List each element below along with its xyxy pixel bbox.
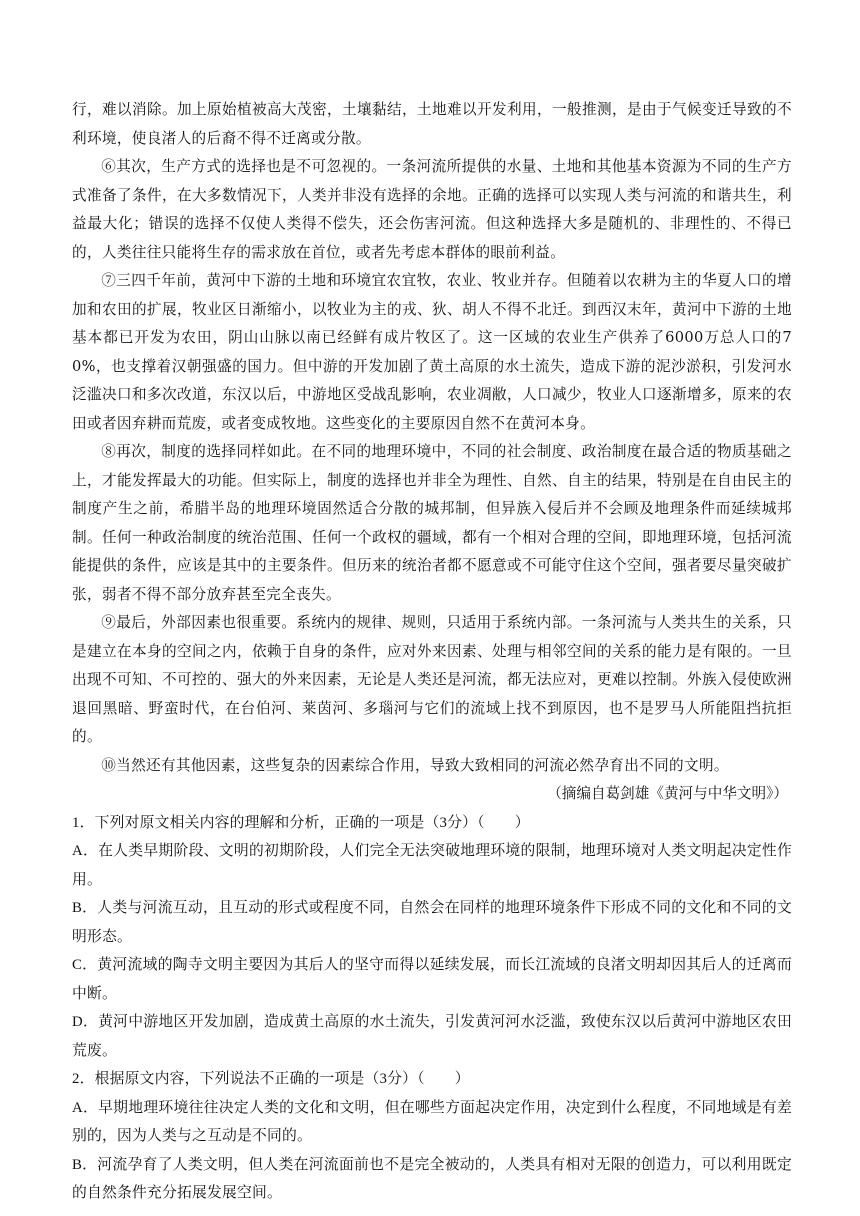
question-1-stem: 1．下列对原文相关内容的理解和分析，正确的一项是（3分）（ ） bbox=[72, 814, 530, 831]
question-1-option-a: A．在人类早期阶段、文明的初期阶段，人们完全无法突破地理环境的限制，地理环境对人类文明起决定性作用。 bbox=[72, 843, 792, 888]
document-page bbox=[72, 96, 792, 1208]
paragraph-continuation: 行，难以消除。加上原始植被高大茂密，土壤黏结，土地难以开发利用，一般推测，是由于气候变迁导致的不利环境，使良渚人的后裔不得不迁离或分散。 bbox=[72, 101, 792, 147]
paragraph-7: ⑦三四千年前，黄河中下游的土地和环境宜农宜牧，农业、牧业并存。但随着以农耕为主的华夏人口的增加和农田的扩展，牧业区日渐缩小，以牧业为主的戎、狄、胡人不得不北迁。到西汉末年，黄河中下游的土地基本都已开发为农田，阴山山脉以南已经鲜有成片牧区了。这一区域的农业生产供养了6000万总人口的70%，也支撑着汉朝强盛的国力。但中游的开发加剧了黄土高原的水土流失，造成下游的泥沙淤积，引发河水泛滥决口和多次改道，东汉以后，中游地区受战乱影响，农业凋敝，人口减少，牧业人口逐渐增多，原来的农田或者因弃耕而荒废，或者变成牧地。这些变化的主要原因自然不在黄河本身。 bbox=[72, 272, 792, 432]
question-2 bbox=[72, 1065, 792, 1208]
question-1-option-c: C．黄河流域的陶寺文明主要因为其后人的坚守而得以延续发展，而长江流域的良渚文明却因其后人的迁离而中断。 bbox=[72, 957, 792, 1002]
paragraph-9: ⑨最后，外部因素也很重要。系统内的规律、规则，只适用于系统内部。一条河流与人类共生的关系，只是建立在本身的空间之内，依赖于自身的条件，应对外来因素、处理与相邻空间的关系的能力是有限的。一旦出现不可知、不可控的、强大的外来因素，无论是人类还是河流，都无法应对，更难以控制。外族入侵使欧洲退回黑暗、野蛮时代，在台伯河、莱茵河、多瑙河与它们的流域上找不到原因，也不是罗马人所能阻挡抗拒的。 bbox=[72, 614, 792, 745]
question-1 bbox=[72, 809, 792, 1066]
question-2-stem: 2．根据原文内容，下列说法不正确的一项是（3分）（ ） bbox=[72, 1071, 470, 1087]
question-1-option-d: D．黄河中游地区开发加剧，造成黄土高原的水土流失，引发黄河河水泛滥，致使东汉以后黄河中游地区农田荒废。 bbox=[72, 1014, 792, 1059]
question-1-option-b: B．人类与河流互动，且互动的形式或程度不同，自然会在同样的地理环境条件下形成不同的文化和不同的文明形态。 bbox=[72, 900, 792, 945]
question-2-option-a: A．早期地理环境往往决定人类的文化和文明，但在哪些方面起决定作用，决定到什么程度，不同地域是有差别的，因为人类与之互动是不同的。 bbox=[72, 1099, 792, 1144]
paragraph-10: ⑩当然还有其他因素，这些复杂的因素综合作用，导致大致相同的河流必然孕育出不同的文明。 bbox=[101, 756, 729, 774]
source-citation: （摘编自葛剑雄《黄河与中华文明》） bbox=[547, 785, 788, 802]
paragraph-8: ⑧再次，制度的选择同样如此。在不同的地理环境中，不同的社会制度、政治制度在最合适的物质基础之上，才能发挥最大的功能。但实际上，制度的选择也并非全为理性、自然、自主的结果，特别是在自由民主的制度产生之前，希腊半岛的地理环境固然适合分散的城邦制，但异族入侵后并不会顾及地理条件而延续城邦制。任何一种政治制度的统治范围、任何一个政权的疆域，都有一个相对合理的空间，即地理环境，包括河流能提供的条件，应该是其中的主要条件。但历来的统治者都不愿意或不可能守住这个空间，强者要尽量突破扩张，弱者不得不部分放弃甚至完全丧失。 bbox=[72, 443, 792, 603]
paragraph-6: ⑥其次，生产方式的选择也是不可忽视的。一条河流所提供的水量、土地和其他基本资源为不同的生产方式准备了条件，在大多数情况下，人类并非没有选择的余地。正确的选择可以实现人类与河流的和谐共生，利益最大化；错误的选择不仅使人类得不偿失，还会伤害河流。但这种选择大多是随机的、非理性的、不得已的，人类往往只能将生存的需求放在首位，或者先考虑本群体的眼前利益。 bbox=[72, 158, 792, 261]
question-2-option-b: B．河流孕育了人类文明，但人类在河流面前也不是完全被动的，人类具有相对无限的创造力，可以利用既定的自然条件充分拓展发展空间。 bbox=[72, 1156, 792, 1201]
